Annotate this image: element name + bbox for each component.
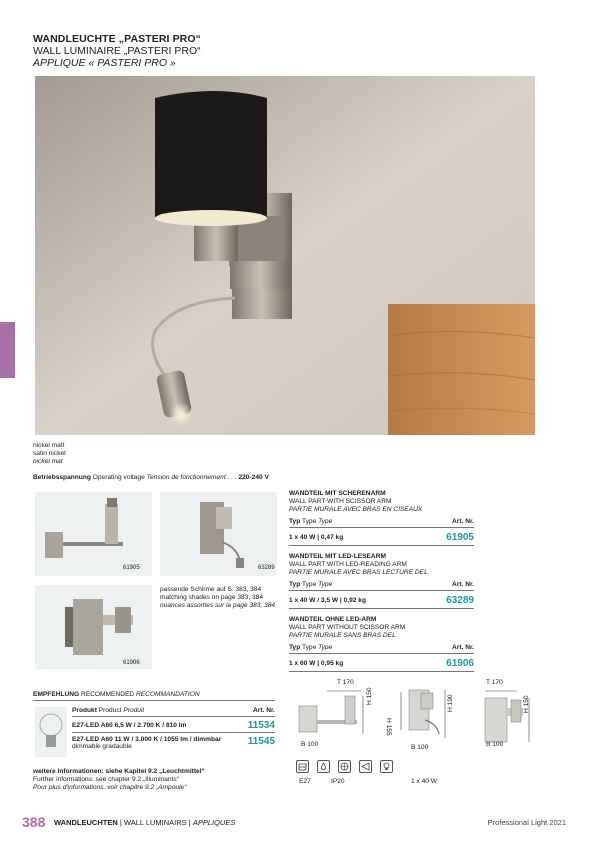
col-type-en: Type	[301, 518, 317, 525]
col-type-fr: Type	[318, 581, 333, 588]
dim1-b: B 100	[301, 741, 319, 748]
table-row	[72, 736, 275, 751]
class-icon	[338, 760, 351, 773]
rec-col-de: Produkt	[72, 707, 97, 714]
dim3-b: B 100	[486, 741, 504, 748]
rec-row2-art: 11545	[247, 736, 275, 747]
dim1-h: H 150	[366, 687, 373, 705]
dim3-t: T 170	[486, 679, 503, 686]
col-type: Typ	[289, 518, 301, 525]
table-row	[289, 532, 474, 543]
spec: 1 x 60 W | 0,95 kg	[289, 660, 344, 667]
bulb-icon	[380, 760, 393, 773]
section-title-fr: PARTIE MURALE SANS BRAS DEL	[289, 632, 396, 639]
section-led-arm	[289, 553, 474, 609]
footer-de: WANDLEUCHTEN	[54, 818, 118, 827]
col-type-en: Type	[301, 644, 317, 651]
voltage-value: 220-240 V	[238, 474, 269, 481]
footer-section	[54, 818, 235, 827]
footer-sep: |	[119, 818, 122, 827]
product-label-b: 63289	[258, 565, 275, 571]
rec-row2-text2: dimmable gradauble	[72, 743, 132, 750]
dim2-b: B 100	[411, 744, 429, 751]
finish-de: nickel matt	[33, 442, 65, 449]
dim1-t: T 170	[337, 679, 354, 686]
art-number: 63289	[446, 595, 474, 606]
section-title-fr: PARTIE MURALE AVEC BRAS LECTURE DEL	[289, 569, 428, 576]
rec-title-de: EMPFEHLUNG	[33, 691, 80, 698]
voltage-dots: . . .	[227, 474, 237, 481]
recommendation-table	[72, 707, 275, 751]
section-title-fr: PARTIE MURALE AVEC BRAS EN CISEAUX	[289, 506, 423, 513]
table-header	[289, 518, 474, 526]
dim3-h: H 150	[523, 695, 530, 713]
rec-col-en: Product	[98, 707, 122, 714]
title-fr: APPLIQUE « PASTERI PRO »	[33, 57, 176, 69]
rec-divider	[33, 700, 275, 701]
recommendation-title	[33, 691, 200, 699]
divider	[289, 590, 474, 591]
col-type-en: Type	[301, 581, 317, 588]
title-de: WANDLEUCHTE „PASTERI PRO“	[33, 33, 201, 45]
rec-title-en: RECOMMENDED	[81, 691, 135, 698]
table-row	[72, 720, 275, 731]
art-number: 61906	[446, 658, 474, 669]
rec-col-art: Art. Nr.	[253, 707, 275, 714]
socket-label: E27	[299, 778, 311, 785]
divider	[72, 732, 275, 733]
product-label-c: 61906	[123, 660, 140, 666]
product-label-a: 61905	[123, 565, 140, 571]
finish-en: satin nickel	[33, 450, 66, 457]
col-type: Typ	[289, 644, 301, 651]
table-header	[289, 581, 474, 589]
catalog-name: Professional Light 2021	[487, 818, 566, 827]
table-row	[289, 658, 474, 669]
divider	[289, 653, 474, 654]
more-info-en: Further informations: see chapter 9.2 „Illuminants“	[33, 776, 179, 783]
ip-drop-icon	[317, 760, 330, 773]
footer-en: WALL LUMINAIRS	[123, 818, 187, 827]
rec-row1-text: E27-LED A60 6,5 W / 2.700 K / 810 lm	[72, 722, 187, 729]
section-title-de: WANDTEIL MIT SCHERENARM	[289, 490, 386, 497]
divider	[72, 716, 275, 717]
shades-note-en: matching shades on page 383, 384	[160, 594, 264, 601]
shades-note-de: passende Schirme auf S. 383, 384	[160, 586, 262, 593]
mounting-icon	[296, 760, 309, 773]
section-no-led-arm	[289, 616, 474, 672]
section-title-en: WALL PART WITH SCISSOR ARM	[289, 498, 392, 505]
divider	[289, 527, 474, 528]
table-header	[289, 644, 474, 652]
rec-col-fr: Produit	[123, 707, 145, 714]
col-art: Art. Nr.	[452, 644, 474, 651]
spec: 1 x 40 W / 3,5 W | 0,92 kg	[289, 597, 366, 604]
rec-row1-art: 11534	[247, 720, 275, 731]
section-scissor-arm	[289, 490, 474, 546]
chapter-tab	[0, 322, 15, 378]
page-number: 388	[22, 814, 46, 830]
ip-label: IP20	[331, 778, 345, 785]
section-title-en: WALL PART WITH LED-READING ARM	[289, 561, 407, 568]
footer-fr: APPLIQUES	[192, 818, 236, 827]
voltage-fr: Tension de fonctionnement	[146, 474, 226, 481]
table-row	[289, 595, 474, 606]
divider	[289, 671, 474, 672]
finish-fr: nickel mat	[33, 458, 63, 465]
spec-icons	[296, 760, 393, 773]
voltage-de: Betriebsspannung	[33, 474, 91, 481]
rec-header	[72, 707, 275, 715]
col-type-fr: Type	[318, 644, 333, 651]
product-image-63289	[160, 492, 277, 576]
flag-icon	[359, 760, 372, 773]
rec-title-fr: RECOMMANDATION	[135, 691, 200, 698]
product-image-61906	[35, 585, 152, 669]
dim2-h: H 155	[385, 718, 392, 736]
bulb-image	[35, 707, 67, 757]
divider	[289, 545, 474, 546]
art-number: 61905	[446, 532, 474, 543]
divider	[289, 608, 474, 609]
shades-note-fr: nuances assorties sur la page 383, 384	[160, 602, 276, 609]
voltage-line	[33, 474, 269, 482]
title-en: WALL LUMINAIRE „PASTERI PRO“	[33, 45, 201, 57]
section-title-de: WANDTEIL OHNE LED-ARM	[289, 616, 377, 623]
more-info-fr: Pour plus d'informations, voir chapitre 9.2 „Ampoule“	[33, 784, 187, 791]
section-title-de: WANDTEIL MIT LED-LESEARM	[289, 553, 386, 560]
product-image-61905	[35, 492, 152, 576]
more-info-de: weitere Informationen: siehe Kapitel 9.2 „Leuchtmittel“	[33, 768, 205, 775]
rec-row2-text: E27-LED A60 11 W / 3.000 K / 1055 lm / dimmbar	[72, 736, 222, 743]
voltage-en: Operating voltage	[92, 474, 145, 481]
dim2-h2: H 190	[447, 694, 454, 712]
hero-photo	[35, 76, 535, 435]
spec: 1 x 40 W | 0,47 kg	[289, 534, 344, 541]
watt-label: 1 x 40 W	[411, 778, 438, 785]
col-type-fr: Type	[318, 518, 333, 525]
col-art: Art. Nr.	[452, 581, 474, 588]
footer-sep: |	[188, 818, 191, 827]
section-title-en: WALL PART WITHOUT SCISSOR ARM	[289, 624, 406, 631]
col-type: Typ	[289, 581, 301, 588]
col-art: Art. Nr.	[452, 518, 474, 525]
